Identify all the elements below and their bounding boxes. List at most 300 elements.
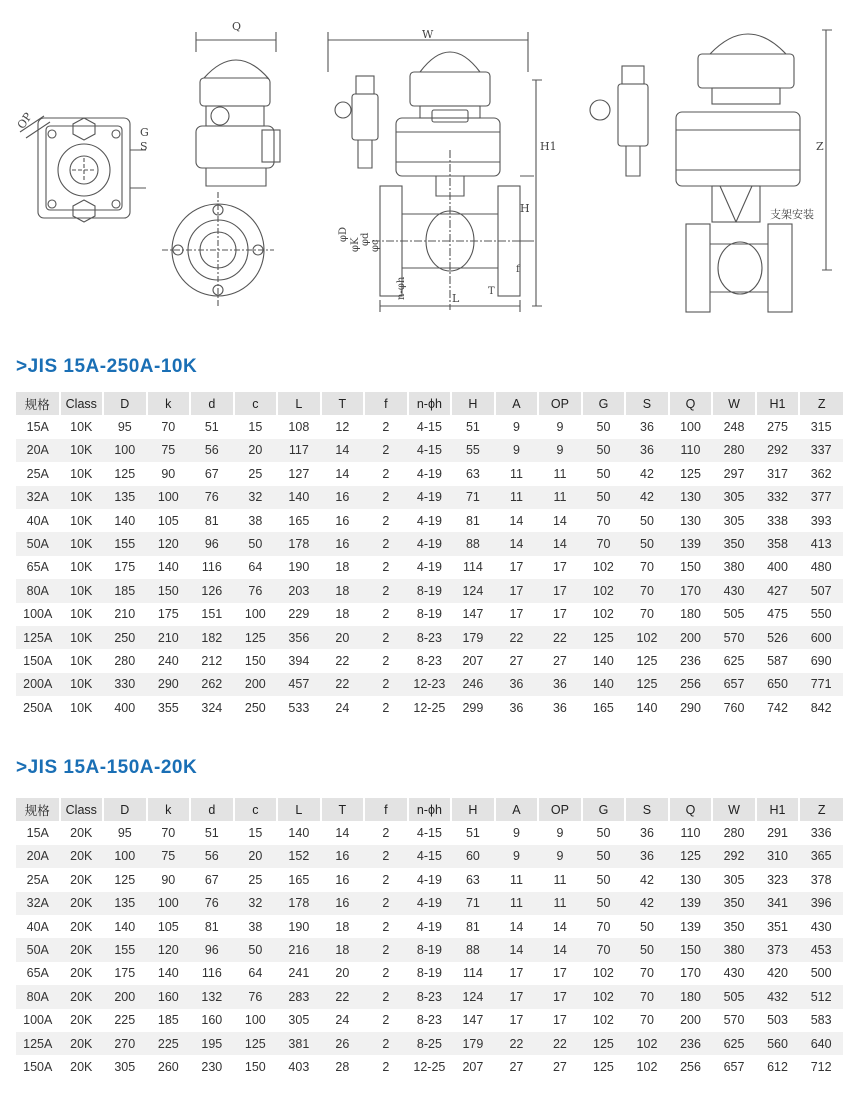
table-cell: 125 [234, 1032, 278, 1055]
table-cell: 139 [669, 532, 713, 555]
table-cell: 190 [288, 560, 310, 575]
table-cell: 4-19 [416, 560, 442, 575]
table-cell: 305 [114, 1059, 136, 1074]
table-cell: 17 [509, 966, 524, 981]
table-cell: 8-23 [408, 626, 452, 649]
table-row [16, 1032, 843, 1055]
label-k: φK [350, 237, 361, 252]
column-header: k [147, 392, 191, 415]
table-cell: 36 [625, 845, 669, 868]
table-cell: 120 [147, 938, 191, 961]
table-row [16, 962, 843, 985]
table-cell: 2 [364, 626, 408, 649]
table-cell: 20 [321, 626, 365, 649]
table-cell: 2 [382, 1059, 390, 1074]
table-cell: 356 [277, 626, 321, 649]
column-header: Class [60, 392, 104, 415]
table-cell: 378 [810, 872, 832, 887]
label-t: T [488, 286, 495, 297]
table-cell: 16 [321, 486, 365, 509]
table-cell: 140 [114, 919, 136, 934]
table-cell: 56 [190, 439, 234, 462]
table-cell: 125 [114, 466, 136, 481]
table-cell: 350 [723, 919, 745, 934]
table-cell: 20K [70, 1013, 93, 1028]
table-header-row [16, 392, 843, 415]
table-cell: 290 [147, 673, 191, 696]
table-cell: 570 [712, 626, 756, 649]
table-cell: 2 [382, 700, 390, 715]
table-row [16, 649, 843, 672]
table-cell: 8-23 [408, 985, 452, 1008]
table-row [16, 821, 843, 844]
table-cell: 10K [60, 486, 104, 509]
table-cell: 358 [756, 532, 800, 555]
table-cell: 20A [16, 845, 60, 868]
table-cell: 42 [640, 872, 654, 887]
table-cell: 56 [190, 845, 234, 868]
table-cell: 18 [335, 607, 350, 622]
table-cell: 2 [382, 826, 390, 841]
table-cell: 380 [712, 938, 756, 961]
table-cell: 22 [495, 626, 539, 649]
table-row [16, 439, 843, 462]
table-cell: 20K [70, 966, 93, 981]
table-cell: 36 [640, 420, 654, 435]
table-row [16, 892, 843, 915]
column-header: c [234, 798, 278, 821]
table-cell: 14 [538, 938, 582, 961]
table-cell: 351 [767, 919, 788, 934]
column-header: L [277, 392, 321, 415]
table-cell: 475 [767, 607, 788, 622]
table-cell: 11 [495, 486, 539, 509]
table-cell: 50 [625, 532, 669, 555]
table-cell: 256 [680, 1059, 701, 1074]
table-cell: 22 [321, 985, 365, 1008]
table-cell: 38 [248, 513, 263, 528]
table-cell: 12-25 [413, 700, 446, 715]
table-cell: 250A [23, 700, 53, 715]
table-cell: 338 [767, 513, 788, 528]
table-cell: 67 [204, 466, 219, 481]
table-cell: 2 [364, 673, 408, 696]
table-cell: 64 [248, 560, 263, 575]
table-cell: 155 [103, 532, 147, 555]
table-cell: 50 [582, 439, 626, 462]
table-cell: 175 [114, 560, 136, 575]
table-row [16, 673, 843, 696]
label-d-outer: φD [338, 226, 349, 242]
table-cell: 102 [593, 1013, 614, 1028]
table-row [16, 985, 843, 1008]
table-cell: 457 [277, 673, 321, 696]
table-cell: 70 [582, 532, 626, 555]
table-cell: 236 [669, 1032, 713, 1055]
table-cell: 75 [147, 439, 191, 462]
table-cell: 50 [234, 938, 278, 961]
table-cell: 32A [16, 486, 60, 509]
table-cell: 250 [244, 700, 266, 715]
table-cell: 10K [70, 420, 93, 435]
column-header: S [625, 798, 669, 821]
table-cell: 42 [640, 466, 654, 481]
table-cell: 81 [204, 513, 219, 528]
table-cell: 36 [495, 673, 539, 696]
table-cell: 2 [382, 653, 390, 668]
table-cell: 16 [335, 513, 350, 528]
table-cell: 17 [495, 579, 539, 602]
label-f: f [516, 264, 520, 275]
table-cell: 42 [625, 892, 669, 915]
table-cell: 175 [157, 607, 179, 622]
table-cell: 20 [335, 966, 350, 981]
table-cell: 11 [509, 466, 523, 481]
table-cell: 17 [509, 560, 524, 575]
table-cell: 505 [712, 985, 756, 1008]
table-cell: 9 [495, 845, 539, 868]
table-cell: 241 [288, 966, 310, 981]
table-cell: 200 [103, 985, 147, 1008]
table-cell: 600 [799, 626, 843, 649]
table-cell: 117 [277, 439, 321, 462]
table-cell: 195 [190, 1032, 234, 1055]
table-cell: 453 [799, 938, 843, 961]
table-cell: 125 [636, 653, 658, 668]
label-h1: H1 [540, 140, 557, 153]
table-cell: 20 [234, 845, 278, 868]
table-cell: 332 [756, 486, 800, 509]
table-cell: 292 [712, 845, 756, 868]
table-cell: 17 [495, 985, 539, 1008]
table-cell: 125A [16, 626, 60, 649]
table-cell: 140 [636, 700, 658, 715]
table-cell: 11 [509, 872, 523, 887]
column-header: D [103, 392, 147, 415]
table-cell: 17 [538, 579, 582, 602]
table-cell: 185 [103, 579, 147, 602]
table-cell: 24 [335, 700, 350, 715]
bracket-mounted-view [590, 30, 832, 312]
table-cell: 50 [234, 532, 278, 555]
table-cell: 14 [495, 532, 539, 555]
table-cell: 70 [640, 560, 654, 575]
table-cell: 742 [767, 700, 788, 715]
table-cell: 20K [70, 872, 93, 887]
table-row [16, 1009, 843, 1032]
table-cell: 15A [26, 826, 49, 841]
table-cell: 100A [23, 607, 53, 622]
table-cell: 81 [465, 513, 480, 528]
table-cell: 280 [723, 826, 745, 841]
table-cell: 10K [60, 673, 104, 696]
table-cell: 225 [147, 1032, 191, 1055]
table-cell: 256 [669, 673, 713, 696]
table-cell: 110 [669, 439, 713, 462]
label-h: H [520, 202, 530, 215]
table-cell: 76 [190, 486, 234, 509]
table-cell: 140 [114, 513, 136, 528]
table-cell: 132 [190, 985, 234, 1008]
table-cell: 9 [512, 420, 520, 435]
table-cell: 373 [756, 938, 800, 961]
table-cell: 50 [596, 872, 611, 887]
table-cell: 165 [288, 513, 310, 528]
table-cell: 50 [596, 420, 611, 435]
table-cell: 10K [60, 626, 104, 649]
table-cell: 362 [810, 466, 832, 481]
table-cell: 126 [190, 579, 234, 602]
table-cell: 324 [201, 700, 223, 715]
table-row [16, 486, 843, 509]
table-cell: 116 [201, 966, 222, 981]
table-cell: 102 [582, 579, 626, 602]
table-cell: 51 [204, 826, 219, 841]
table-cell: 657 [712, 673, 756, 696]
table-row [16, 1055, 843, 1078]
column-header: OP [538, 392, 582, 415]
table-cell: 116 [201, 560, 222, 575]
table-cell: 2 [382, 966, 390, 981]
table-cell: 76 [234, 579, 278, 602]
table-cell: 315 [810, 420, 832, 435]
table-cell: 427 [756, 579, 800, 602]
column-header: Z [799, 798, 843, 821]
table-cell: 2 [364, 892, 408, 915]
table-cell: 2 [364, 985, 408, 1008]
table-cell: 80A [16, 579, 60, 602]
table-cell: 125 [680, 466, 701, 481]
table-cell: 20K [70, 919, 93, 934]
table-cell: 25A [26, 872, 49, 887]
table-cell: 216 [277, 938, 321, 961]
table-cell: 178 [277, 892, 321, 915]
table-cell: 305 [712, 486, 756, 509]
table-cell: 178 [277, 532, 321, 555]
table-cell: 9 [538, 439, 582, 462]
table-cell: 16 [321, 532, 365, 555]
table-cell: 377 [799, 486, 843, 509]
table-cell: 10K [70, 700, 93, 715]
table-cell: 51 [465, 826, 480, 841]
column-header: H [451, 392, 495, 415]
table-cell: 12-25 [413, 1059, 446, 1074]
table-cell: 102 [582, 985, 626, 1008]
table-cell: 420 [767, 966, 788, 981]
table-cell: 95 [117, 826, 132, 841]
table-cell: 27 [552, 1059, 567, 1074]
table-cell: 393 [810, 513, 832, 528]
table-cell: 17 [552, 966, 567, 981]
table-row [16, 696, 843, 719]
table-cell: 337 [799, 439, 843, 462]
table-cell: 17 [509, 607, 524, 622]
table-cell: 712 [810, 1059, 832, 1074]
table-cell: 139 [680, 919, 701, 934]
label-nh: n-φh [396, 276, 407, 300]
label-op: OP [14, 110, 35, 132]
table-cell: 4-19 [408, 532, 452, 555]
table-cell: 4-19 [408, 892, 452, 915]
table-cell: 500 [810, 966, 832, 981]
table-cell: 102 [593, 966, 614, 981]
table-cell: 127 [288, 466, 310, 481]
table-cell: 70 [161, 826, 176, 841]
table-cell: 15 [248, 420, 263, 435]
column-header: d [190, 798, 234, 821]
table-cell: 100 [680, 420, 701, 435]
label-s: S [140, 140, 148, 153]
table-cell: 341 [756, 892, 800, 915]
table-cell: 270 [103, 1032, 147, 1055]
table-cell: 151 [201, 607, 223, 622]
table-cell: 4-19 [416, 872, 442, 887]
table-cell: 262 [190, 673, 234, 696]
column-header: W [712, 392, 756, 415]
table-cell: 150 [147, 579, 191, 602]
table-cell: 323 [767, 872, 788, 887]
table-cell: 147 [462, 607, 484, 622]
table-cell: 400 [114, 700, 136, 715]
table-cell: 560 [756, 1032, 800, 1055]
table-cell: 90 [161, 466, 176, 481]
table-cell: 140 [582, 673, 626, 696]
column-header: G [582, 392, 626, 415]
table-cell: 16 [335, 872, 350, 887]
table-header-row [16, 798, 843, 821]
table-cell: 14 [335, 466, 350, 481]
column-header: 规格 [16, 392, 60, 415]
table-cell: 625 [712, 1032, 756, 1055]
table-cell: 4-15 [408, 439, 452, 462]
table-cell: 63 [465, 466, 480, 481]
table-cell: 22 [538, 1032, 582, 1055]
table-cell: 124 [451, 579, 495, 602]
table-cell: 70 [596, 513, 611, 528]
table-cell: 290 [680, 700, 701, 715]
table-cell: 430 [712, 579, 756, 602]
label-bracket: 支架安装 [770, 208, 814, 221]
column-header: T [321, 798, 365, 821]
table-cell: 2 [382, 560, 390, 575]
table-cell: 9 [556, 826, 564, 841]
table-cell: 507 [799, 579, 843, 602]
table-cell: 152 [277, 845, 321, 868]
column-header: Class [60, 798, 104, 821]
table-cell: 8-19 [408, 579, 452, 602]
table-cell: 180 [669, 985, 713, 1008]
table-cell: 210 [147, 626, 191, 649]
table-cell: 11 [538, 892, 582, 915]
table-cell: 125 [234, 626, 278, 649]
table-cell: 9 [538, 845, 582, 868]
table-cell: 430 [723, 966, 745, 981]
table-cell: 14 [552, 513, 567, 528]
table-cell: 11 [553, 872, 567, 887]
table-cell: 18 [321, 938, 365, 961]
table-cell: 12-23 [408, 673, 452, 696]
table-cell: 365 [799, 845, 843, 868]
column-header: Q [669, 798, 713, 821]
table-cell: 135 [103, 892, 147, 915]
column-header: 规格 [16, 798, 60, 821]
table-cell: 310 [756, 845, 800, 868]
table-cell: 125A [16, 1032, 60, 1055]
table-cell: 355 [157, 700, 179, 715]
label-l: L [452, 292, 460, 305]
table-cell: 70 [640, 966, 654, 981]
table-cell: 102 [625, 1032, 669, 1055]
table-cell: 550 [810, 607, 832, 622]
table-cell: 125 [582, 626, 626, 649]
table-cell: 583 [810, 1013, 832, 1028]
table-cell: 36 [625, 439, 669, 462]
table-cell: 51 [465, 420, 480, 435]
table-row [16, 868, 843, 891]
front-view [328, 28, 557, 312]
table-cell: 14 [335, 826, 350, 841]
table-cell: 394 [288, 653, 310, 668]
table-cell: 260 [157, 1059, 179, 1074]
column-header: k [147, 798, 191, 821]
column-header: T [321, 392, 365, 415]
table-cell: 8-23 [416, 1013, 442, 1028]
table-cell: 229 [288, 607, 310, 622]
table-cell: 108 [288, 420, 310, 435]
table-cell: 4-19 [416, 513, 442, 528]
table-cell: 690 [810, 653, 832, 668]
table-cell: 32 [234, 892, 278, 915]
table-cell: 640 [799, 1032, 843, 1055]
column-header: L [277, 798, 321, 821]
table-cell: 55 [451, 439, 495, 462]
table-cell: 432 [756, 985, 800, 1008]
table-cell: 8-19 [408, 938, 452, 961]
table-cell: 207 [462, 653, 484, 668]
table-cell: 330 [103, 673, 147, 696]
table-cell: 512 [799, 985, 843, 1008]
table-cell: 210 [114, 607, 136, 622]
table-cell: 139 [669, 892, 713, 915]
table-cell: 140 [157, 560, 179, 575]
table-cell: 4-15 [416, 826, 442, 841]
table-row [16, 579, 843, 602]
table-cell: 50A [16, 938, 60, 961]
table-cell: 70 [640, 607, 654, 622]
table-cell: 336 [810, 826, 832, 841]
table-cell: 396 [799, 892, 843, 915]
table-cell: 150 [669, 938, 713, 961]
table-cell: 18 [335, 919, 350, 934]
table-cell: 292 [756, 439, 800, 462]
table-cell: 160 [201, 1013, 223, 1028]
table-cell: 16 [321, 892, 365, 915]
table-cell: 50 [596, 826, 611, 841]
table-cell: 155 [103, 938, 147, 961]
label-z: Z [816, 140, 824, 153]
table-cell: 20K [70, 1059, 93, 1074]
table-cell: 120 [147, 532, 191, 555]
table-cell: 8-19 [416, 607, 442, 622]
table-cell: 2 [382, 1013, 390, 1028]
table-cell: 26 [321, 1032, 365, 1055]
table-cell: 32 [234, 486, 278, 509]
table-cell: 50 [625, 938, 669, 961]
table-cell: 2 [364, 579, 408, 602]
table-cell: 76 [190, 892, 234, 915]
table-cell: 10K [70, 607, 93, 622]
table-cell: 125 [114, 872, 136, 887]
